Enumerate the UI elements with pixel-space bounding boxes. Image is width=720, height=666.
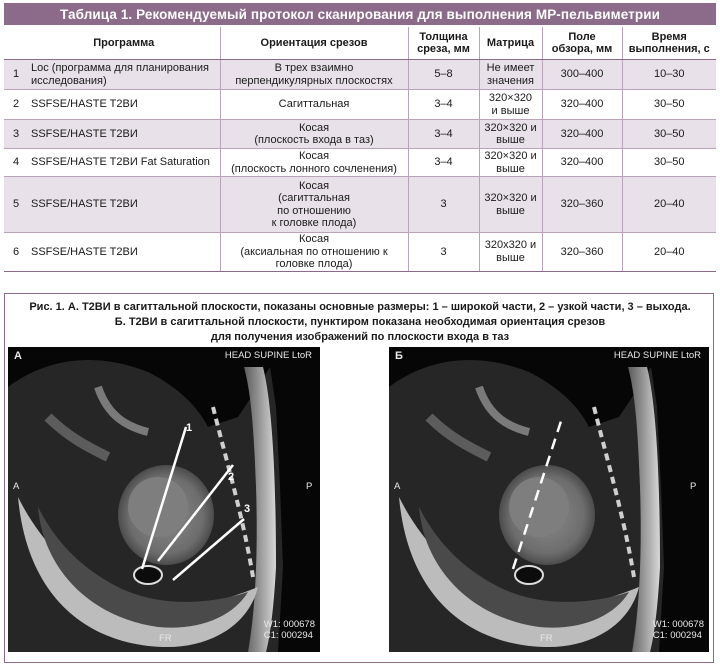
table-row: [4, 90, 716, 120]
row-time: 30–50: [622, 149, 716, 177]
row-matrix: 320х320 и выше: [479, 233, 542, 272]
mri-panel-b: [389, 347, 709, 652]
row-matrix: 320×320 и выше: [479, 120, 542, 149]
row-orientation: Косая (аксиальная по отношению к головке плода): [220, 233, 408, 272]
figure-caption: [10, 300, 710, 345]
row-fov: 300–400: [542, 60, 622, 90]
panel-a-window-values: W1: 000678 C1: 000294: [263, 619, 315, 641]
measure-label-2: 2: [228, 471, 235, 483]
row-thickness: 3–4: [408, 90, 479, 120]
row-number: 2: [4, 90, 28, 120]
panel-b-letter: Б: [395, 350, 403, 362]
panel-a-bottom-marker: FR: [159, 633, 172, 644]
row-fov: 320–360: [542, 233, 622, 272]
header-time: Время выполнения, с: [622, 27, 716, 60]
panel-a-posterior-marker: P: [306, 481, 313, 492]
row-matrix: 320×320 и выше: [479, 90, 542, 120]
row-number: 3: [4, 120, 28, 149]
header-orientation: Ориентация срезов: [220, 27, 408, 60]
panel-b-anterior-marker: A: [394, 481, 401, 492]
mri-image-a: [8, 347, 320, 652]
row-number: 5: [4, 177, 28, 233]
panel-a-header: HEAD SUPINE LtoR: [224, 350, 312, 361]
panel-a-anterior-marker: A: [13, 481, 20, 492]
row-time: 30–50: [622, 120, 716, 149]
row-time: 10–30: [622, 60, 716, 90]
row-orientation: Косая (плоскость лонного сочленения): [220, 149, 408, 177]
row-thickness: 3–4: [408, 120, 479, 149]
row-number: 6: [4, 233, 28, 272]
header-fov: Поле обзора, мм: [542, 27, 622, 60]
row-program: SSFSE/HASTE T2ВИ Fat Saturation: [28, 149, 220, 177]
mri-image-b: [389, 347, 709, 652]
panel-a-letter: А: [14, 350, 22, 362]
row-fov: 320–360: [542, 177, 622, 233]
table-row: [4, 120, 716, 149]
row-fov: 320–400: [542, 90, 622, 120]
table-header-row: [4, 27, 716, 60]
panel-b-window-values: W1: 000678 C1: 000294: [652, 619, 704, 641]
row-program: Loc (программа для планирования исследования): [28, 60, 220, 90]
caption-line-1: Рис. 1. А. T2ВИ в сагиттальной плоскости, показаны основные размеры: 1 – широкой части, 2 – узкой части, 3 – выхода.: [29, 301, 691, 313]
row-time: 20–40: [622, 233, 716, 272]
header-thickness: Толщина среза, мм: [408, 27, 479, 60]
row-fov: 320–400: [542, 149, 622, 177]
row-thickness: 3–4: [408, 149, 479, 177]
caption-line-3: для получения изображений по плоскости входа в таз: [210, 331, 510, 343]
header-matrix: Матрица: [479, 27, 542, 60]
caption-line-2: Б. T2ВИ в сагиттальной плоскости, пунктиром показана необходимая ориентация срезов: [114, 316, 606, 328]
row-matrix: 320×320 и выше: [479, 149, 542, 177]
row-orientation: Сагиттальная: [220, 90, 408, 120]
row-time: 30–50: [622, 90, 716, 120]
row-program: SSFSE/HASTE T2ВИ: [28, 233, 220, 272]
row-program: SSFSE/HASTE T2ВИ: [28, 90, 220, 120]
table-row: [4, 233, 716, 272]
table-row: [4, 149, 716, 177]
protocol-table: [4, 27, 716, 272]
row-program: SSFSE/HASTE T2ВИ: [28, 177, 220, 233]
row-orientation: Косая (плоскость входа в таз): [220, 120, 408, 149]
row-matrix: Не имеет значения: [479, 60, 542, 90]
row-number: 4: [4, 149, 28, 177]
table-row: [4, 60, 716, 90]
row-time: 20–40: [622, 177, 716, 233]
row-program: SSFSE/HASTE T2ВИ: [28, 120, 220, 149]
measure-label-3: 3: [244, 503, 251, 515]
header-number: [4, 27, 28, 60]
panel-b-posterior-marker: P: [690, 481, 697, 492]
row-thickness: 3: [408, 233, 479, 272]
mri-panel-a: [8, 347, 320, 652]
row-thickness: 5–8: [408, 60, 479, 90]
row-matrix: 320×320 и выше: [479, 177, 542, 233]
table-title: Таблица 1. Рекомендуемый протокол сканирования для выполнения МР-пельвиметрии: [4, 3, 716, 25]
panel-b-header: HEAD SUPINE LtoR: [613, 350, 701, 361]
row-number: 1: [4, 60, 28, 90]
table-row: [4, 177, 716, 233]
header-program: Программа: [28, 27, 220, 60]
row-orientation: Косая (сагиттальная по отношению к головке плода): [220, 177, 408, 233]
panel-b-bottom-marker: FR: [540, 633, 553, 644]
row-orientation: В трех взаимно перпендикулярных плоскостях: [220, 60, 408, 90]
row-thickness: 3: [408, 177, 479, 233]
measure-label-1: 1: [186, 422, 193, 434]
row-fov: 320–400: [542, 120, 622, 149]
